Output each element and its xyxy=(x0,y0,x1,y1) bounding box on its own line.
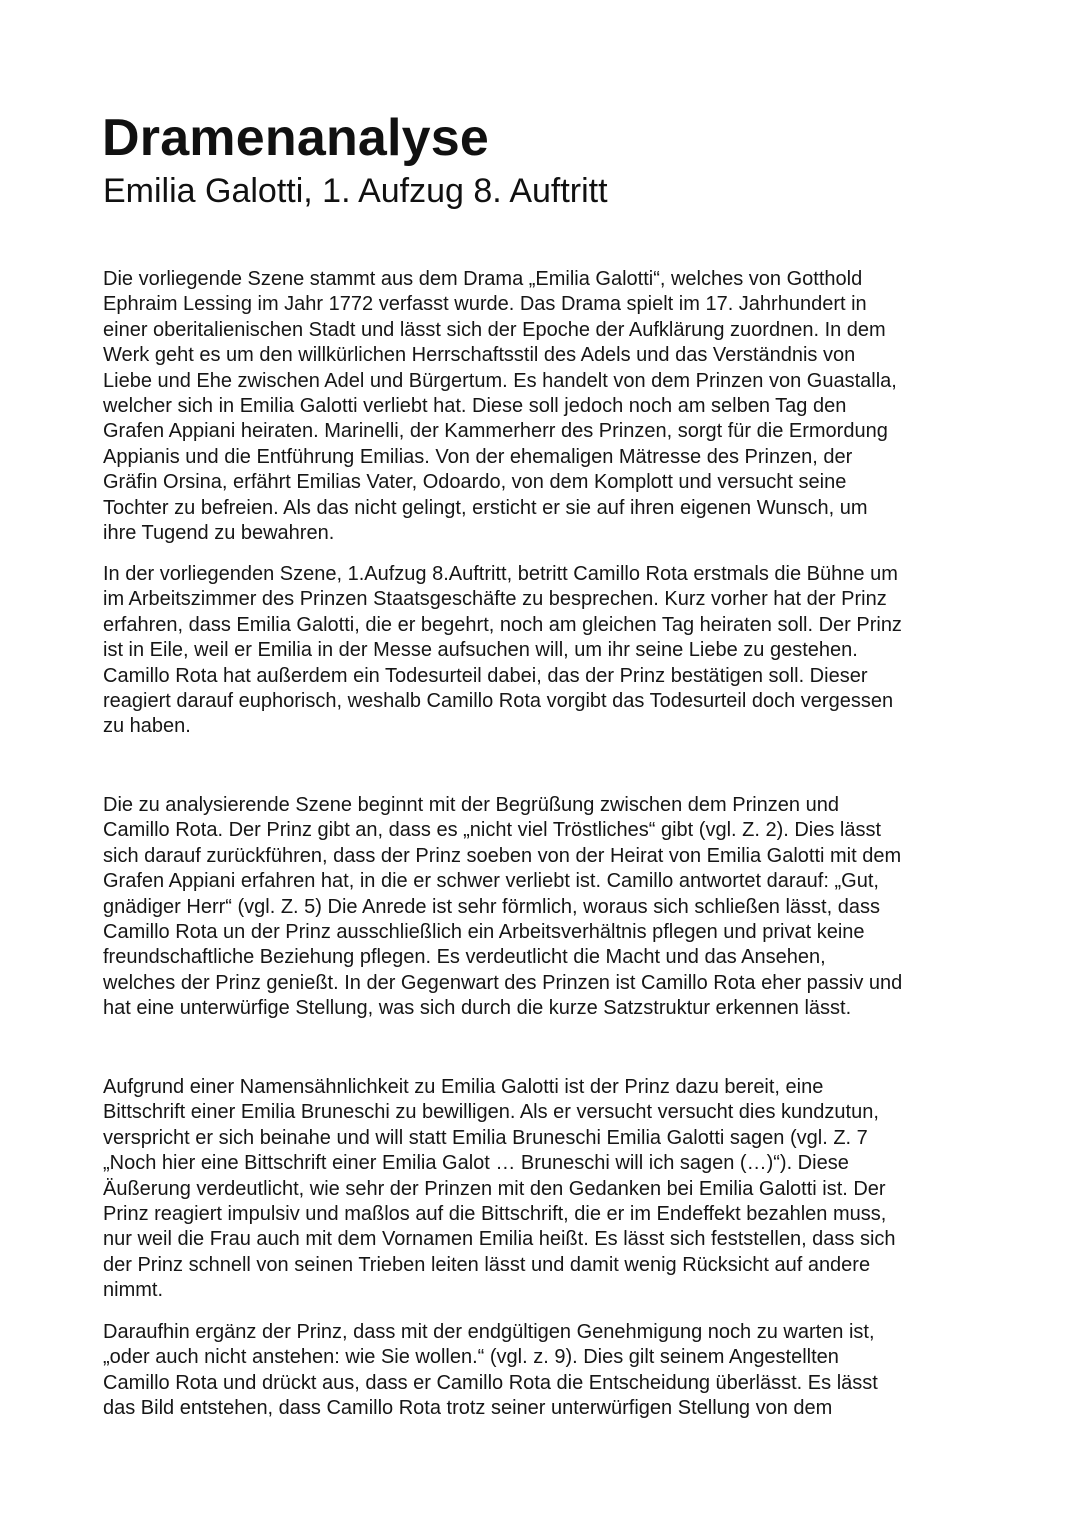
paragraph-line: freundschaftliche Beziehung pflegen. Es verdeutlicht die Macht und das Ansehen, xyxy=(103,946,826,969)
paragraph-line: hat eine unterwürfige Stellung, was sich durch die kurze Satzstruktur erkennen lässt. xyxy=(103,997,852,1020)
paragraph-line: ihre Tugend zu bewahren. xyxy=(103,522,335,545)
paragraph-line: verspricht er sich beinahe und will statt Emilia Bruneschi Emilia Galotti sagen (vgl. Z. 7 xyxy=(103,1126,868,1149)
paragraph-line: Aufgrund einer Namensähnlichkeit zu Emilia Galotti ist der Prinz dazu bereit, eine xyxy=(103,1076,824,1098)
paragraph-line: zu haben. xyxy=(103,715,191,738)
paragraph-line: Äußerung verdeutlicht, wie sehr der Prinzen mit den Gedanken bei Emilia Galotti ist. Der xyxy=(103,1177,886,1200)
paragraph-line: das Bild entstehen, dass Camillo Rota trotz seiner unterwürfigen Stellung von dem xyxy=(103,1397,833,1420)
paragraph-line: der Prinz schnell von seinen Trieben leiten lässt und damit wenig Rücksicht auf andere xyxy=(103,1253,871,1276)
paragraph-line: einer oberitalienischen Stadt und lässt sich der Epoche der Aufklärung zuordnen. In dem xyxy=(103,318,886,341)
paragraph-line: welches der Prinz genießt. In der Gegenwart des Prinzen ist Camillo Rota eher passiv und xyxy=(103,971,903,994)
paragraph-line: Liebe und Ehe zwischen Adel und Bürgertum. Es handelt von dem Prinzen von Guastalla, xyxy=(103,369,897,392)
paragraph-line: Werk geht es um den willkürlichen Herrschaftsstil des Adels und das Verständnis von xyxy=(103,344,856,367)
paragraph-line: Appianis und die Entführung Emilias. Von der ehemaligen Mätresse des Prinzen, der xyxy=(103,445,853,468)
paragraph-line: Gräfin Orsina, erfährt Emilias Vater, Odoardo, von dem Komplott und versucht seine xyxy=(103,471,847,494)
paragraph-introduction xyxy=(103,267,1003,546)
paragraph-line: Daraufhin ergänz der Prinz, dass mit der endgültigen Genehmigung noch zu warten ist, xyxy=(103,1321,875,1343)
paragraph-line: ist in Eile, weil er Emilia in der Messe aufsuchen will, um ihr seine Liebe zu gestehen. xyxy=(103,639,858,662)
paragraph-line: Camillo Rota hat außerdem ein Todesurteil dabei, das der Prinz bestätigen soll. Dieser xyxy=(103,664,868,687)
paragraph-line: gnädiger Herr“ (vgl. Z. 5) Die Anrede ist sehr förmlich, woraus sich schließen lässt, dass xyxy=(103,895,880,918)
paragraph-line: im Arbeitszimmer des Prinzen Staatsgeschäfte zu besprechen. Kurz vorher hat der Prinz xyxy=(103,588,887,611)
paragraph-approval-analysis xyxy=(103,1320,1003,1422)
paragraph-line: Die vorliegende Szene stammt aus dem Drama „Emilia Galotti“, welches von Gotthold xyxy=(103,268,863,290)
paragraph-line: Bittschrift einer Emilia Bruneschi zu bewilligen. Als er versucht versucht dies kundzutun, xyxy=(103,1101,879,1124)
paragraph-greeting-analysis xyxy=(103,793,1003,1022)
paragraph-line: Tochter zu befreien. Als das nicht gelingt, ersticht er sie auf ihren eigenen Wunsch, um xyxy=(103,496,868,519)
paragraph-line: Prinz reagiert impulsiv und maßlos auf die Bittschrift, die er im Endeffekt bezahlen muss, xyxy=(103,1203,887,1226)
paragraph-line: „oder auch nicht anstehen: wie Sie wollen.“ (vgl. z. 9). Dies gilt seinem Angestellten xyxy=(103,1346,839,1369)
paragraph-line: Camillo Rota. Der Prinz gibt an, dass es „nicht viel Tröstliches“ gibt (vgl. Z. 2). Dies lässt xyxy=(103,819,882,842)
paragraph-line: nur weil die Frau auch mit dem Vornamen Emilia heißt. Es lässt sich feststellen, dass sich xyxy=(103,1228,896,1251)
document-subtitle: Emilia Galotti, 1. Aufzug 8. Auftritt xyxy=(103,172,608,210)
paragraph-line: Grafen Appiani erfahren hat, in die er schwer verliebt ist. Camillo antwortet darauf: „Gut, xyxy=(103,870,879,893)
paragraph-line: Ephraim Lessing im Jahr 1772 verfasst wurde. Das Drama spielt im 17. Jahrhundert in xyxy=(103,293,867,316)
paragraph-line: „Noch hier eine Bittschrift einer Emilia Galot … Bruneschi will ich sagen (…)“). Diese xyxy=(103,1152,849,1175)
paragraph-line: Die zu analysierende Szene beginnt mit der Begrüßung zwischen dem Prinzen und xyxy=(103,794,839,816)
document-title: Dramenanalyse xyxy=(102,109,490,167)
paragraph-line: In der vorliegenden Szene, 1.Aufzug 8.Auftritt, betritt Camillo Rota erstmals die Bühne um xyxy=(103,563,898,585)
paragraph-line: erfahren, dass Emilia Galotti, die er begehrt, noch am gleichen Tag heiraten soll. Der Prinz xyxy=(103,613,902,636)
paragraph-line: welcher sich in Emilia Galotti verliebt hat. Diese soll jedoch noch am selben Tag den xyxy=(103,395,847,418)
paragraph-line: sich darauf zurückführen, dass der Prinz soeben von der Heirat von Emilia Galotti mit dem xyxy=(103,844,902,867)
paragraph-line: nimmt. xyxy=(103,1279,163,1302)
paragraph-line: Camillo Rota un der Prinz ausschließlich ein Arbeitsverhältnis pflegen und privat keine xyxy=(103,921,865,944)
paragraph-scene-context xyxy=(103,562,1003,740)
paragraph-petition-analysis xyxy=(103,1075,1003,1304)
paragraph-line: reagiert darauf euphorisch, weshalb Camillo Rota vorgibt das Todesurteil doch vergessen xyxy=(103,690,894,713)
paragraph-line: Grafen Appiani heiraten. Marinelli, der Kammerherr des Prinzen, sorgt für die Ermordung xyxy=(103,420,888,443)
paragraph-line: Camillo Rota und drückt aus, dass er Camillo Rota die Entscheidung überlässt. Es lässt xyxy=(103,1371,878,1394)
